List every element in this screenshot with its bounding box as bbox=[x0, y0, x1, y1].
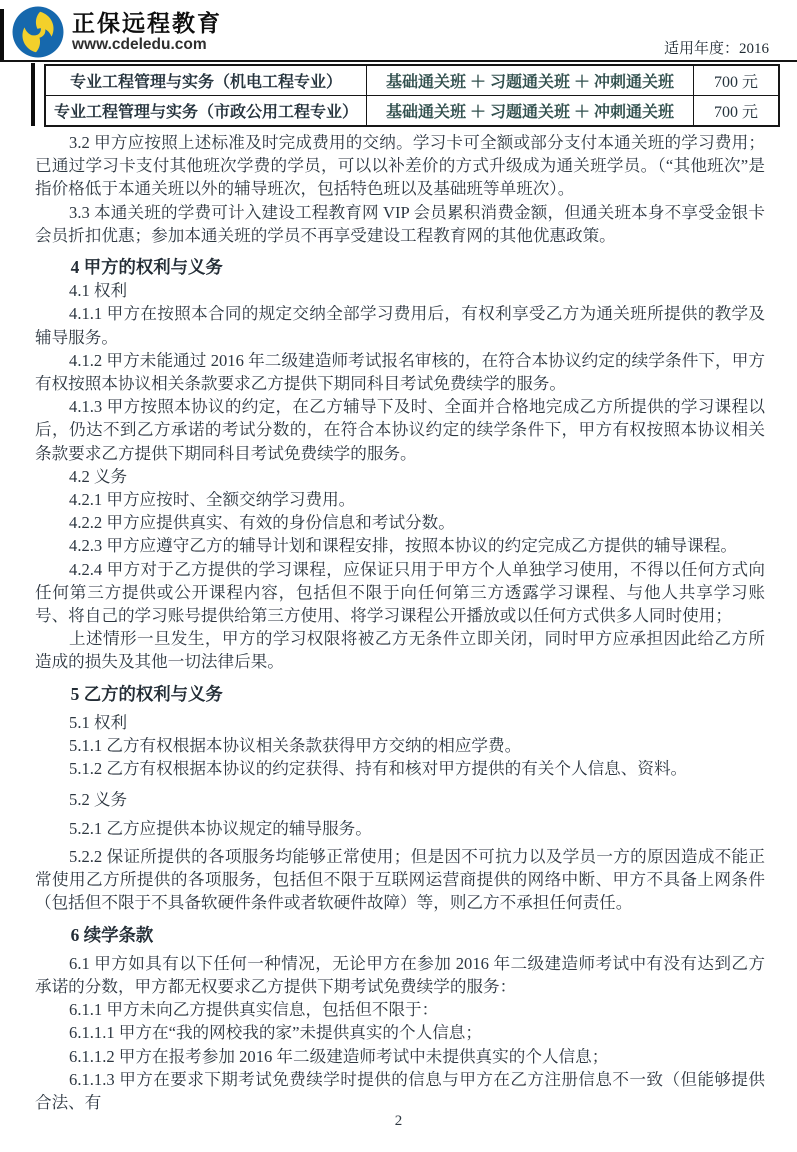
table-row bbox=[45, 96, 779, 127]
paragraph: 4.1.3 甲方按照本协议的约定，在乙方辅导下及时、全面并合格地完成乙方所提供的学习课程以后，仍达不到乙方承诺的考试分数的，在符合本协议约定的续学条件下，甲方有权按照本协议相关条款要求乙方提供下期同科目考试免费续学的服务。 bbox=[35, 397, 765, 463]
paragraph: 5.2 义务 bbox=[69, 790, 128, 810]
paragraph: 4.2 义务 bbox=[69, 466, 128, 486]
scan-artifact bbox=[0, 9, 4, 61]
paragraph: 5.1.2 乙方有权根据本协议的约定获得、持有和核对甲方提供的有关个人信息、资料。 bbox=[69, 759, 688, 779]
subject-cell: 专业工程管理与实务（市政公用工程专业） bbox=[45, 96, 367, 127]
paragraph: 6.1.1.3 甲方在要求下期考试免费续学时提供的信息与甲方在乙方注册信息不一致（但能够提供合法、有 bbox=[35, 1069, 765, 1112]
paragraph: 5.2.1 乙方应提供本协议规定的辅导服务。 bbox=[69, 818, 372, 838]
classes-cell: 基础通关班 ＋ 习题通关班 ＋ 冲刺通关班 bbox=[367, 96, 694, 127]
brand-name: 正保远程教育 bbox=[72, 9, 222, 36]
price-table bbox=[44, 64, 780, 127]
paragraph: 4.2.2 甲方应提供真实、有效的身份信息和考试分数。 bbox=[69, 513, 455, 533]
document-body bbox=[35, 131, 765, 1114]
page-number: 2 bbox=[394, 1113, 403, 1129]
section-heading: 4 甲方的权利与义务 bbox=[70, 257, 223, 278]
paragraph: 5.1.1 乙方有权根据本协议相关条款获得甲方交纳的相应学费。 bbox=[69, 736, 522, 756]
classes-cell: 基础通关班 ＋ 习题通关班 ＋ 冲刺通关班 bbox=[367, 65, 694, 96]
section-heading: 5 乙方的权利与义务 bbox=[70, 683, 223, 704]
scan-artifact bbox=[31, 63, 35, 126]
paragraph: 4.2.1 甲方应按时、全额交纳学习费用。 bbox=[69, 490, 356, 510]
applicable-year-label: 适用年度：2016 bbox=[663, 41, 769, 57]
paragraph: 5.1 权利 bbox=[69, 712, 128, 732]
paragraph: 6.1.1.1 甲方在“我的网校我的家”未提供真实的个人信息； bbox=[69, 1023, 482, 1043]
header-divider bbox=[0, 60, 797, 62]
subject-cell: 专业工程管理与实务（机电工程专业） bbox=[45, 65, 367, 96]
paragraph: 3.2 甲方应按照上述标准及时完成费用的交纳。学习卡可全额或部分支付本通关班的学习费用；已通过学习卡支付其他班次学费的学员，可以以补差价的方式升级成为通关班学员。（“其他班次”是指价格低于本通关班以外的辅导班次，包括特色班以及基础班等单班次）。 bbox=[35, 133, 765, 199]
price-cell: 700 元 bbox=[694, 65, 780, 96]
page-header bbox=[12, 4, 769, 60]
brand-logo-swirl-icon bbox=[12, 6, 64, 58]
brand-url: www.cdeledu.com bbox=[72, 35, 207, 53]
paragraph: 上述情形一旦发生，甲方的学习权限将被乙方无条件立即关闭，同时甲方应承担因此给乙方所造成的损失及其他一切法律后果。 bbox=[35, 629, 765, 672]
paragraph: 6.1 甲方如具有以下任何一种情况，无论甲方在参加 2016 年二级建造师考试中有没有达到乙方承诺的分数，甲方都无权要求乙方提供下期考试免费续学的服务： bbox=[35, 953, 765, 996]
paragraph: 6.1.1.2 甲方在报考参加 2016 年二级建造师考试中未提供真实的个人信息； bbox=[69, 1046, 609, 1066]
paragraph: 4.1 权利 bbox=[69, 281, 128, 301]
table-row bbox=[45, 65, 779, 96]
paragraph: 4.2.3 甲方应遵守乙方的辅导计划和课程安排，按照本协议的约定完成乙方提供的辅导课程。 bbox=[69, 536, 737, 556]
paragraph: 5.2.2 保证所提供的各项服务均能够正常使用；但是因不可抗力以及学员一方的原因造成不能正常使用乙方所提供的各项服务，包括但不限于互联网运营商提供的网络中断、甲方不具备上网条件（包括但不限于不具备软硬件条件或者软硬件故障）等，则乙方不承担任何责任。 bbox=[35, 846, 765, 913]
paragraph: 6.1.1 甲方未向乙方提供真实信息，包括但不限于： bbox=[69, 1000, 439, 1020]
price-cell: 700 元 bbox=[694, 96, 780, 127]
paragraph: 4.1.1 甲方在按照本合同的规定交纳全部学习费用后，有权利享受乙方为通关班所提供的教学及辅导服务。 bbox=[35, 304, 765, 347]
brand-block bbox=[72, 11, 222, 53]
paragraph: 4.1.2 甲方未能通过 2016 年二级建造师考试报名审核的，在符合本协议约定的续学条件下，甲方有权按照本协议相关条款要求乙方提供下期同科目考试免费续学的服务。 bbox=[35, 350, 765, 394]
section-heading: 6 续学条款 bbox=[70, 924, 154, 945]
paragraph: 3.3 本通关班的学费可计入建设工程教育网 VIP 会员累积消费金额，但通关班本身不享受金银卡会员折扣优惠；参加本通关班的学员不再享受建设工程教育网的其他优惠政策。 bbox=[35, 202, 765, 245]
paragraph: 4.2.4 甲方对于乙方提供的学习课程，应保证只用于甲方个人单独学习使用，不得以任何方式向任何第三方提供或公开课程内容，包括但不限于向任何第三方透露学习课程、与他人共享学习账号、将自己的学习账号提供给第三方使用、将学习课程公开播放或以任何方式供多人同时使用； bbox=[35, 559, 765, 626]
